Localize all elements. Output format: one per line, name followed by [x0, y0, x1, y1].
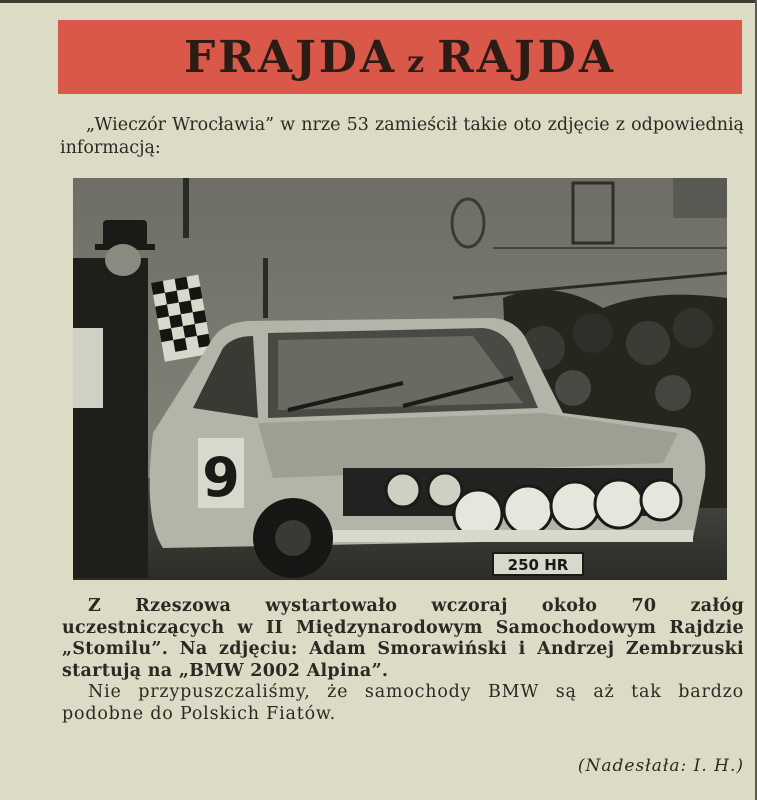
intro-text: „Wieczór Wrocławia” w nrze 53 zamieścił takie oto zdjęcie z odpowiednią informacją:: [60, 115, 744, 158]
license-plate: 250 HR: [507, 556, 569, 574]
rally-car-photo: [73, 178, 727, 580]
headline-word-3: RAJDA: [437, 31, 616, 83]
caption-bold-text: Z Rzeszowa wystartowało wczoraj około 70 załóg uczestniczących w II Międzynarodowym Samochodowym Rajdzie „Stomilu”. Na zdjęciu: Adam Smorawiński i Andrzej Zembrzuski startują na „BMW 2002 Alpina”.: [62, 596, 744, 681]
credit-line: (Nadesłała: I. H.): [577, 756, 744, 776]
car-number: 9: [202, 446, 240, 509]
headline-word-2: z: [407, 44, 428, 80]
headline-word-1: FRAJDA: [184, 31, 398, 83]
headline: [184, 32, 616, 83]
caption: [62, 596, 744, 725]
photo-illustration: [73, 178, 727, 580]
caption-normal-text: Nie przypuszczaliśmy, że samochody BMW są aż tak bardzo podobne do Polskich Fiatów.: [62, 682, 744, 724]
intro-paragraph: [60, 114, 744, 160]
top-rule: [0, 0, 757, 3]
headline-banner: [58, 20, 742, 94]
